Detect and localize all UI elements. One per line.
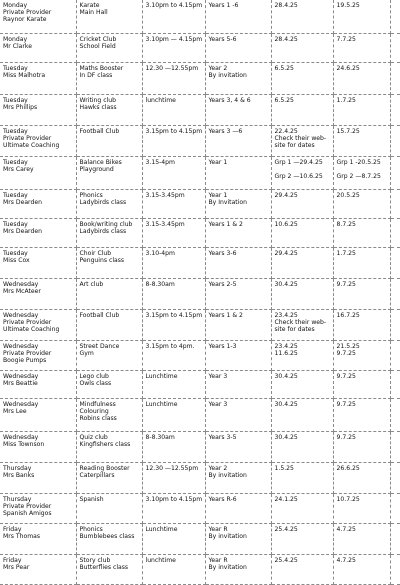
start-date-cell: 1.5.25 — [271, 462, 333, 493]
end-date-cell: 9.7.25 — [333, 398, 390, 431]
empty-cell — [390, 554, 400, 584]
day-teacher-cell: Wednesday Miss Townson — [0, 431, 76, 462]
end-date-cell: 9.7.25 — [333, 370, 390, 398]
time-cell: 3.10pm — 4.15pm — [142, 33, 205, 62]
year-group-cell: Year 1 By Invitation — [205, 189, 271, 218]
end-date-cell: 21.5.25 9.7.25 — [333, 340, 390, 370]
club-location-cell: Book/writing club Ladybirds class — [76, 218, 142, 247]
club-row — [0, 62, 400, 94]
club-location-cell: Choir Club Penguins class — [76, 247, 142, 278]
start-date-cell: 25.4.25 — [271, 554, 333, 584]
start-date-cell: 28.4.25 — [271, 0, 333, 33]
club-location-cell: Writing club Hawks class — [76, 94, 142, 125]
time-cell: 8-8.30am — [142, 278, 205, 309]
club-row — [0, 493, 400, 523]
end-date-cell: 1.7.25 — [333, 94, 390, 125]
year-group-cell: Years 1 & 2 — [205, 309, 271, 340]
club-row — [0, 462, 400, 493]
time-cell: 3.10pm to 4.15pm — [142, 493, 205, 523]
club-row — [0, 370, 400, 398]
club-location-cell: Mindfulness Colouring Robins class — [76, 398, 142, 431]
club-location-cell: Reading Booster Caterpillars — [76, 462, 142, 493]
empty-cell — [390, 493, 400, 523]
year-group-cell: Year 2 By invitation — [205, 462, 271, 493]
year-group-cell: Year 1 — [205, 156, 271, 189]
club-location-cell: Quiz club Kingfishers class — [76, 431, 142, 462]
day-teacher-cell: Tuesday Mrs Phillips — [0, 94, 76, 125]
day-teacher-cell: Wednesday Mrs Beattie — [0, 370, 76, 398]
club-row — [0, 94, 400, 125]
club-row — [0, 247, 400, 278]
end-date-cell: 4.7.25 — [333, 554, 390, 584]
start-date-cell: 29.4.25 — [271, 247, 333, 278]
club-row — [0, 278, 400, 309]
club-location-cell: Karate Main Hall — [76, 0, 142, 33]
year-group-cell: Years 1 & 2 — [205, 218, 271, 247]
empty-cell — [390, 94, 400, 125]
club-location-cell: Football Club — [76, 309, 142, 340]
start-date-cell: 22.4.25 Check their web- site for dates — [271, 125, 333, 156]
empty-cell — [390, 462, 400, 493]
start-date-cell: 29.4.25 — [271, 189, 333, 218]
year-group-cell: Years 3, 4 & 6 — [205, 94, 271, 125]
club-row — [0, 156, 400, 189]
time-cell: Lunchtime — [142, 398, 205, 431]
year-group-cell: Years 1-3 — [205, 340, 271, 370]
empty-cell — [390, 247, 400, 278]
start-date-cell: 10.6.25 — [271, 218, 333, 247]
empty-cell — [390, 218, 400, 247]
time-cell: 3.15pm to 4.15pm — [142, 125, 205, 156]
empty-cell — [390, 370, 400, 398]
year-group-cell: Years 3-5 — [205, 431, 271, 462]
end-date-cell: 9.7.25 — [333, 431, 390, 462]
day-teacher-cell: Tuesday Miss Malhotra — [0, 62, 76, 94]
start-date-cell: 25.4.25 — [271, 523, 333, 554]
club-row — [0, 431, 400, 462]
club-location-cell: Phonics Bumblebees class — [76, 523, 142, 554]
end-date-cell: 10.7.25 — [333, 493, 390, 523]
start-date-cell: 24.1.25 — [271, 493, 333, 523]
day-teacher-cell: Tuesday Miss Cox — [0, 247, 76, 278]
year-group-cell: Years 5-6 — [205, 33, 271, 62]
time-cell: 8-8.30am — [142, 431, 205, 462]
time-cell: 3.15-4pm — [142, 156, 205, 189]
empty-cell — [390, 523, 400, 554]
year-group-cell: Year 2 By invitation — [205, 62, 271, 94]
empty-cell — [390, 33, 400, 62]
time-cell: 12.30 —12.55pm — [142, 462, 205, 493]
empty-cell — [390, 431, 400, 462]
club-location-cell: Cricket Club School Field — [76, 33, 142, 62]
empty-cell — [390, 189, 400, 218]
club-location-cell: Art club — [76, 278, 142, 309]
club-location-cell: Football Club — [76, 125, 142, 156]
day-teacher-cell: Tuesday Mrs Carey — [0, 156, 76, 189]
club-row — [0, 33, 400, 62]
club-location-cell: Maths Booster In DF class — [76, 62, 142, 94]
year-group-cell: Years 2-5 — [205, 278, 271, 309]
end-date-cell: 15.7.25 — [333, 125, 390, 156]
club-row — [0, 0, 400, 33]
empty-cell — [390, 62, 400, 94]
club-row — [0, 218, 400, 247]
time-cell: 3.15pm to 4.15pm — [142, 309, 205, 340]
day-teacher-cell: Monday Private Provider Raynor Karate — [0, 0, 76, 33]
day-teacher-cell: Wednesday Mrs McAteer — [0, 278, 76, 309]
year-group-cell: Year 3 — [205, 370, 271, 398]
club-row — [0, 189, 400, 218]
club-row — [0, 523, 400, 554]
time-cell: 12.30 —12.55pm — [142, 62, 205, 94]
day-teacher-cell: Tuesday Mrs Dearden — [0, 189, 76, 218]
end-date-cell: 16.7.25 — [333, 309, 390, 340]
start-date-cell: 30.4.25 — [271, 370, 333, 398]
end-date-cell: 7.7.25 — [333, 33, 390, 62]
club-row — [0, 554, 400, 584]
day-teacher-cell: Tuesday Mrs Dearden — [0, 218, 76, 247]
time-cell: lunchtime — [142, 94, 205, 125]
empty-cell — [390, 125, 400, 156]
club-row — [0, 340, 400, 370]
start-date-cell: 23.4.25 11.6.25 — [271, 340, 333, 370]
year-group-cell: Year 3 — [205, 398, 271, 431]
day-teacher-cell: Tuesday Private Provider Ultimate Coaching — [0, 125, 76, 156]
end-date-cell: 20.5.25 — [333, 189, 390, 218]
year-group-cell: Year R By invitation — [205, 554, 271, 584]
year-group-cell: Years 3-6 — [205, 247, 271, 278]
start-date-cell: 30.4.25 — [271, 278, 333, 309]
time-cell: lunchtime — [142, 554, 205, 584]
time-cell: 3.15pm to 4pm. — [142, 340, 205, 370]
start-date-cell: 6.5.25 — [271, 94, 333, 125]
end-date-cell: Grp 1 -20.5.25 Grp 2 —8.7.25 — [333, 156, 390, 189]
time-cell: 3.15-3.45pm — [142, 218, 205, 247]
year-group-cell: Years R-6 — [205, 493, 271, 523]
empty-cell — [390, 278, 400, 309]
club-location-cell: Balance Bikes Playground — [76, 156, 142, 189]
time-cell: Lunchtime — [142, 523, 205, 554]
empty-cell — [390, 398, 400, 431]
year-group-cell: Years 1 -6 — [205, 0, 271, 33]
day-teacher-cell: Friday Mrs Pear — [0, 554, 76, 584]
year-group-cell: Years 3 —6 — [205, 125, 271, 156]
club-location-cell: Story club Butterflies class — [76, 554, 142, 584]
time-cell: 3.15-3.45pm — [142, 189, 205, 218]
year-group-cell: Year R By invitation — [205, 523, 271, 554]
end-date-cell: 8.7.25 — [333, 218, 390, 247]
time-cell: 3.10pm to 4.15pm — [142, 0, 205, 33]
start-date-cell: 30.4.25 — [271, 431, 333, 462]
end-date-cell: 1.7.25 — [333, 247, 390, 278]
empty-cell — [390, 0, 400, 33]
end-date-cell: 9.7.25 — [333, 278, 390, 309]
start-date-cell: 30.4.25 — [271, 398, 333, 431]
time-cell: Lunchtime — [142, 370, 205, 398]
day-teacher-cell: Wednesday Private Provider Boogie Pumps — [0, 340, 76, 370]
start-date-cell: 28.4.25 — [271, 33, 333, 62]
end-date-cell: 26.6.25 — [333, 462, 390, 493]
time-cell: 3.10-4pm — [142, 247, 205, 278]
club-location-cell: Street Dance Gym — [76, 340, 142, 370]
day-teacher-cell: Monday Mr Clarke — [0, 33, 76, 62]
club-location-cell: Spanish — [76, 493, 142, 523]
day-teacher-cell: Thursday Private Provider Spanish Amigos — [0, 493, 76, 523]
day-teacher-cell: Thursday Mrs Banks — [0, 462, 76, 493]
end-date-cell: 19.5.25 — [333, 0, 390, 33]
club-location-cell: Phonics Ladybirds class — [76, 189, 142, 218]
end-date-cell: 4.7.25 — [333, 523, 390, 554]
day-teacher-cell: Wednesday Private Provider Ultimate Coaching — [0, 309, 76, 340]
start-date-cell: 23.4.25 Check their web- site for dates — [271, 309, 333, 340]
end-date-cell: 24.6.25 — [333, 62, 390, 94]
day-teacher-cell: Friday Mrs Thomas — [0, 523, 76, 554]
club-row — [0, 309, 400, 340]
start-date-cell: 6.5.25 — [271, 62, 333, 94]
day-teacher-cell: Wednesday Mrs Lee — [0, 398, 76, 431]
empty-cell — [390, 156, 400, 189]
start-date-cell: Grp 1 —29.4.25 Grp 2 —10.6.25 — [271, 156, 333, 189]
club-location-cell: Lego club Owls class — [76, 370, 142, 398]
empty-cell — [390, 340, 400, 370]
club-row — [0, 398, 400, 431]
club-row — [0, 125, 400, 156]
empty-cell — [390, 309, 400, 340]
